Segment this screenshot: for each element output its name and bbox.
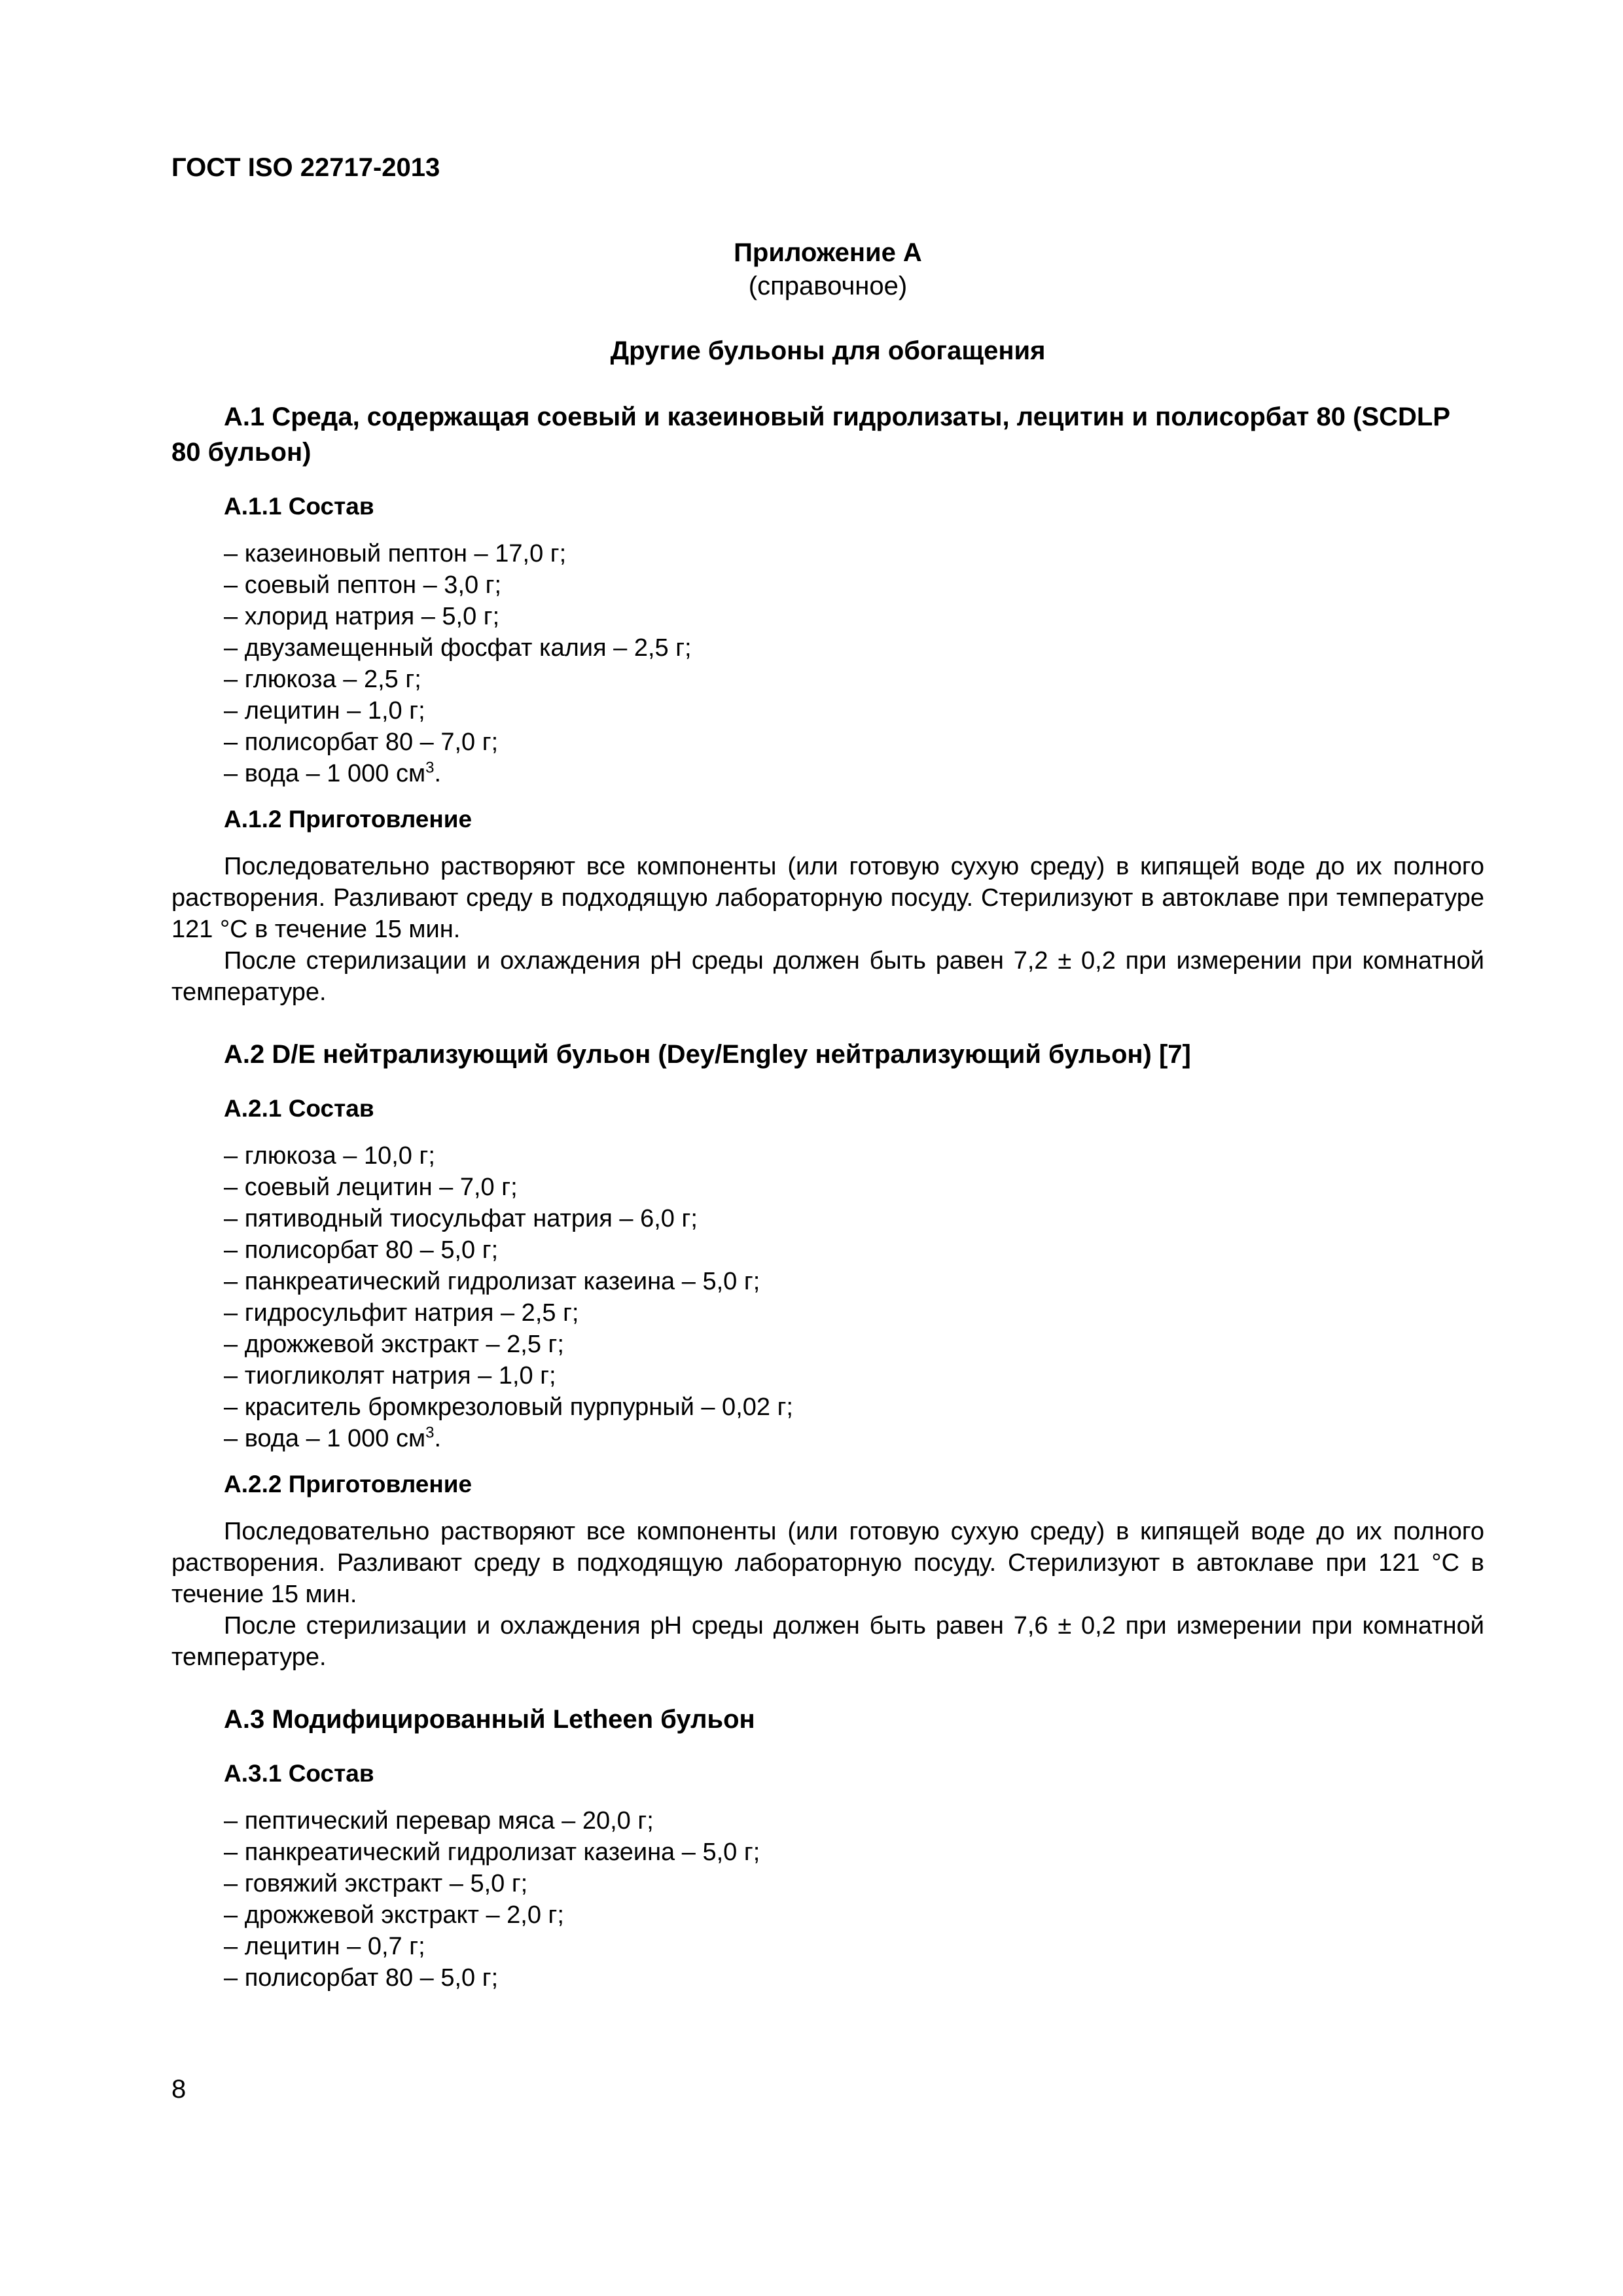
list-item: – хлорид натрия – 5,0 г; xyxy=(224,603,500,630)
composition-title: А.2.1 Состав xyxy=(224,1095,374,1122)
list-item-water xyxy=(171,1423,1484,1454)
preparation-title: А.1.2 Приготовление xyxy=(224,806,473,833)
list-item: – дрожжевой экстракт – 2,5 г; xyxy=(224,1331,564,1358)
composition-list xyxy=(171,538,1484,789)
composition-list xyxy=(171,1805,1484,1994)
appendix-heading: Другие бульоны для обогащения xyxy=(610,336,1046,365)
preparation-paragraph: Последовательно растворяют все компоненты (или готовую сухую среду) в кипящей воде до их полного растворения. Разливают среду в подходящую лабораторную посуду. Стерилизуют в автоклаве при температуре 121 °С в течение 15 мин. xyxy=(171,853,1484,943)
list-item: – дрожжевой экстракт – 2,0 г; xyxy=(224,1901,564,1929)
list-item: – панкреатический гидролизат казеина – 5,0 г; xyxy=(224,1839,760,1866)
water-text: – вода – 1 000 см xyxy=(224,760,426,787)
section-a2 xyxy=(171,1037,1484,1673)
section-title: А.2 D/E нейтрализующий бульон (Dey/Engley нейтрализующий бульон) [7] xyxy=(224,1040,1191,1069)
water-end: . xyxy=(434,1425,442,1452)
list-item: – тиогликолят натрия – 1,0 г; xyxy=(224,1362,556,1390)
list-item: – двузамещенный фосфат калия – 2,5 г; xyxy=(224,634,692,662)
list-item: – соевый лецитин – 7,0 г; xyxy=(224,1174,518,1201)
composition-title: А.1.1 Состав xyxy=(224,493,374,520)
section-a3 xyxy=(171,1702,1484,1994)
composition-list xyxy=(171,1140,1484,1454)
list-item: – пептический перевар мяса – 20,0 г; xyxy=(224,1807,654,1835)
list-item: – лецитин – 1,0 г; xyxy=(224,697,425,725)
list-item: – полисорбат 80 – 5,0 г; xyxy=(224,1236,499,1264)
superscript: 3 xyxy=(425,1424,435,1442)
composition-title: А.3.1 Состав xyxy=(224,1760,374,1787)
list-item: – пятиводный тиосульфат натрия – 6,0 г; xyxy=(224,1205,698,1232)
list-item: – полисорбат 80 – 5,0 г; xyxy=(224,1964,499,1992)
page-number: 8 xyxy=(171,2075,187,2104)
preparation-title: А.2.2 Приготовление xyxy=(224,1471,473,1498)
preparation-paragraph: Последовательно растворяют все компоненты (или готовую сухую среду) в кипящей воде до их полного растворения. Разливают среду в подходящую лабораторную посуду. Стерилизуют в автоклаве при 121 °С в течение 15 мин. xyxy=(171,1518,1484,1608)
list-item-water xyxy=(171,758,1484,789)
document-code: ГОСТ ISO 22717-2013 xyxy=(171,153,440,182)
document-page xyxy=(171,152,1484,2008)
list-item: – казеиновый пептон – 17,0 г; xyxy=(224,540,567,567)
preparation-paragraph: После стерилизации и охлаждения рН среды должен быть равен 7,2 ± 0,2 при измерении при комнатной температуре. xyxy=(171,947,1484,1006)
superscript: 3 xyxy=(425,759,435,777)
list-item: – гидросульфит натрия – 2,5 г; xyxy=(224,1299,579,1327)
list-item: – полисорбат 80 – 7,0 г; xyxy=(224,728,499,756)
appendix-note: (справочное) xyxy=(748,272,908,300)
section-a1 xyxy=(171,399,1484,1008)
list-item: – глюкоза – 2,5 г; xyxy=(224,666,421,693)
appendix-title: Приложение А xyxy=(734,238,922,267)
water-text: – вода – 1 000 см xyxy=(224,1425,426,1452)
section-title: А.1 Среда, содержащая соевый и казеиновый гидролизаты, лецитин и полисорбат 80 (SCDLP 80 бульон) xyxy=(171,403,1450,467)
list-item: – соевый пептон – 3,0 г; xyxy=(224,571,502,599)
preparation-paragraph: После стерилизации и охлаждения рН среды должен быть равен 7,6 ± 0,2 при измерении при комнатной температуре. xyxy=(171,1612,1484,1671)
section-title: А.3 Модифицированный Letheen бульон xyxy=(224,1705,755,1734)
list-item: – панкреатический гидролизат казеина – 5,0 г; xyxy=(224,1268,760,1295)
list-item: – краситель бромкрезоловый пурпурный – 0,02 г; xyxy=(224,1393,793,1421)
list-item: – говяжий экстракт – 5,0 г; xyxy=(224,1870,528,1897)
list-item: – глюкоза – 10,0 г; xyxy=(224,1142,435,1170)
water-end: . xyxy=(434,760,442,787)
list-item: – лецитин – 0,7 г; xyxy=(224,1933,425,1960)
